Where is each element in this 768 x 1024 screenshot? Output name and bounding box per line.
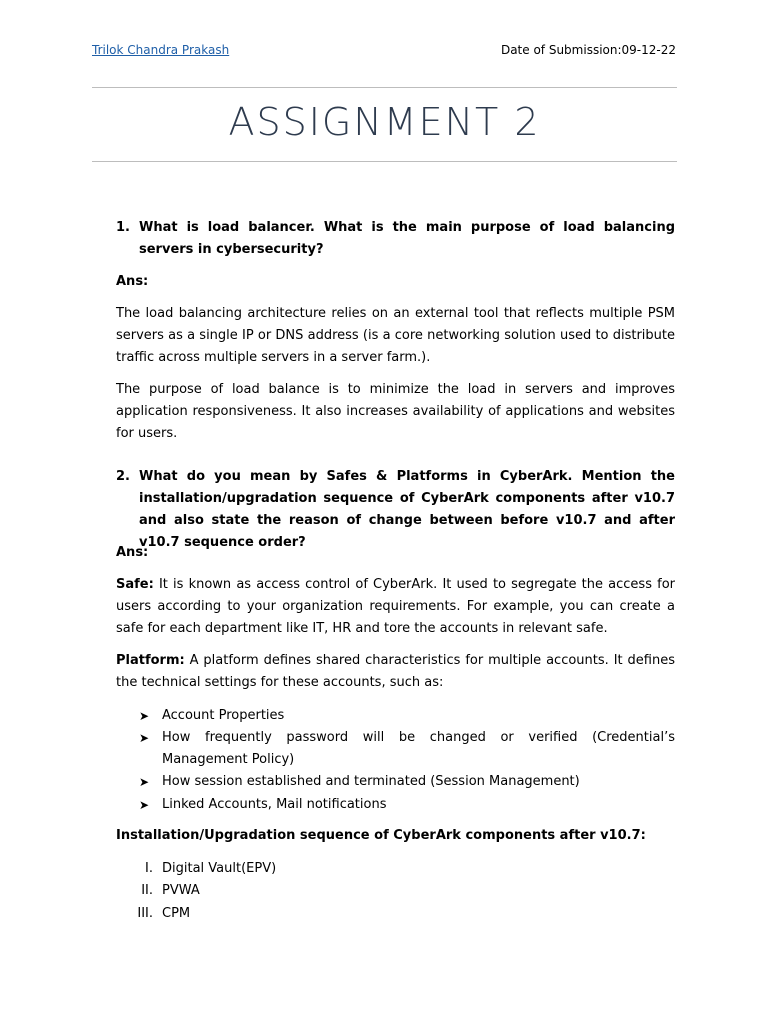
question-1-number: 1.	[116, 220, 130, 235]
platform-paragraph	[116, 650, 675, 694]
answer-1-paragraph-1: The load balancing architecture relies on an external tool that reflects multiple PSM servers as a single IP or DNS address (is a core networking solution used to distribute traffic across multiple servers in a server farm.).	[116, 306, 675, 365]
safe-text: It is known as access control of CyberArk. It used to segregate the access for users according to your organization requirements. For example, you can create a safe for each department like IT, HR and tore the accounts in relevant safe.	[116, 577, 675, 636]
answer-2-label: Ans:	[116, 545, 149, 560]
submission-date: Date of Submission:09-12-22	[500, 43, 676, 57]
page-header	[92, 43, 676, 61]
sequence-numeral: I.	[145, 861, 153, 876]
title-bottom-rule	[92, 161, 677, 162]
question-2-number: 2.	[116, 469, 130, 484]
platform-label: Platform:	[116, 653, 185, 668]
bullet-text: Account Properties	[162, 708, 285, 723]
bullet-item	[139, 771, 675, 793]
author-link[interactable]: Trilok Chandra Prakash	[92, 43, 230, 57]
bullet-text: How session established and terminated (Session Management)	[162, 774, 580, 789]
arrow-bullet-icon: ➤	[139, 798, 150, 812]
sequence-numeral: II.	[141, 883, 153, 898]
question-1	[116, 217, 675, 261]
question-2	[116, 466, 675, 554]
bullet-text: Linked Accounts, Mail notifications	[162, 797, 387, 812]
answer-1-label: Ans:	[116, 274, 149, 289]
safe-label: Safe:	[116, 577, 154, 592]
arrow-bullet-icon: ➤	[139, 731, 150, 745]
arrow-bullet-icon: ➤	[139, 775, 150, 789]
title-top-rule	[92, 87, 677, 88]
document-title: ASSIGNMENT 2	[228, 100, 541, 144]
sequence-text: Digital Vault(EPV)	[162, 861, 277, 876]
answer-1-paragraph-2: The purpose of load balance is to minimize the load in servers and improves application responsiveness. It also increases availability of applications and websites for users.	[116, 382, 675, 441]
bullet-text: How frequently password will be changed or verified (Credential’s Management Policy)	[162, 730, 675, 767]
sequence-text: PVWA	[162, 883, 200, 898]
safe-paragraph	[116, 574, 675, 640]
sequence-text: CPM	[162, 906, 191, 921]
bullet-item	[139, 705, 675, 727]
question-2-text: What do you mean by Safes & Platforms in CyberArk. Mention the installation/upgradation sequence of CyberArk components after v10.7 and also state the reason of change between before v10.7 and after v10.7 sequence order?	[139, 469, 675, 550]
question-1-text: What is load balancer. What is the main purpose of load balancing servers in cybersecurity?	[139, 220, 675, 257]
sequence-heading: Installation/Upgradation sequence of CyberArk components after v10.7:	[116, 828, 646, 843]
bullet-item	[139, 727, 675, 771]
bullet-item	[139, 794, 675, 816]
sequence-numeral: III.	[137, 906, 153, 921]
platform-text: A platform defines shared characteristics for multiple accounts. It defines the technical settings for these accounts, such as:	[116, 653, 675, 690]
arrow-bullet-icon: ➤	[139, 709, 150, 723]
